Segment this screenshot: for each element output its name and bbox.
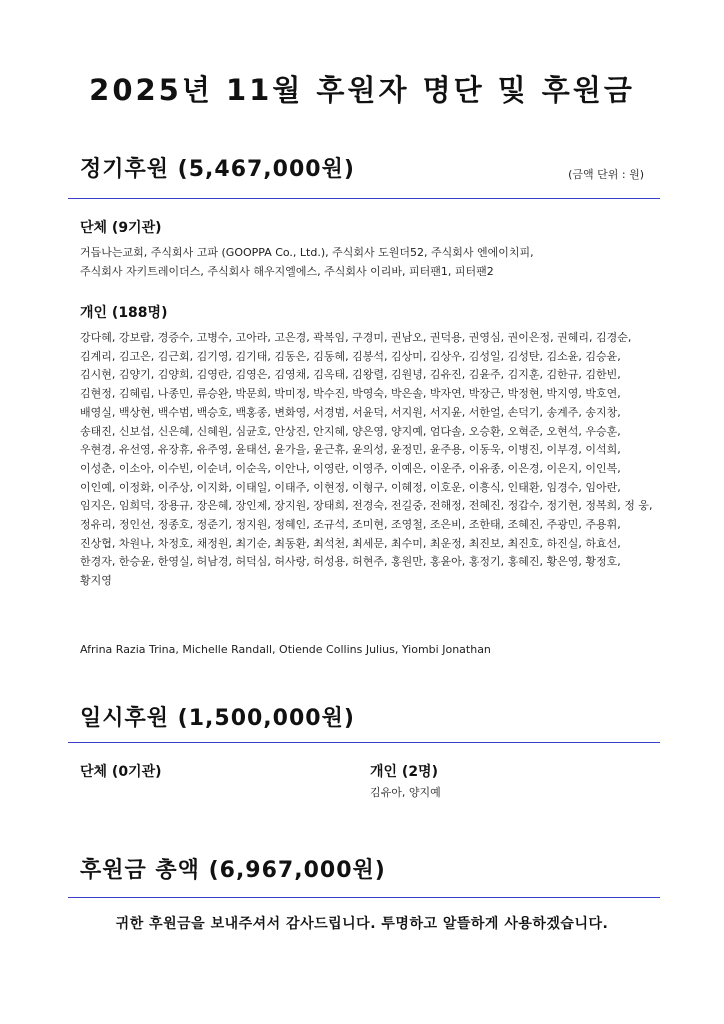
- section-divider-total: [68, 897, 660, 898]
- regular-donation-heading: 정기후원 (5,467,000원): [80, 157, 355, 182]
- closing-message: 귀한 후원금을 보내주셔서 감사드립니다. 투명하고 알뜰하게 사용하겠습니다.: [115, 916, 609, 932]
- page-title: 2025년 11월 후원자 명단 및 후원금: [89, 73, 635, 107]
- regular-indiv-foreign-list: Afrina Razia Trina, Michelle Randall, Otiende Collins Julius, Yiombi Jonathan: [80, 643, 491, 656]
- total-donation-heading: 후원금 총액 (6,967,000원): [80, 858, 386, 883]
- regular-org-heading: 단체 (9기관): [80, 220, 162, 236]
- regular-indiv-heading: 개인 (188명): [80, 305, 168, 321]
- temporary-indiv-heading: 개인 (2명): [370, 764, 438, 780]
- regular-org-list-line-1: 거듭나는교회, 주식회사 고파 (GOOPPA Co., Ltd.), 주식회사 도원더52, 주식회사 엔에이치피,: [80, 246, 534, 259]
- temporary-donation-heading: 일시후원 (1,500,000원): [80, 706, 355, 731]
- temporary-org-heading: 단체 (0기관): [80, 764, 162, 780]
- section-divider-regular: [68, 198, 660, 199]
- temporary-indiv-list: 김유아, 양지예: [370, 786, 441, 799]
- regular-org-list-line-2: 주식회사 자키트레이더스, 주식회사 해우지엘에스, 주식회사 이리바, 피터팬1, 피터팬2: [80, 265, 494, 278]
- regular-indiv-list: 강다혜, 강보람, 경증수, 고병수, 고아라, 고은경, 곽복임, 구경미, 권남오, 권덕용, 권영심, 권이은정, 권혜리, 김경순, 김계리, 김고은, 김근회, 김기영, 김기태, 김동은, 김동혜, 김봉석, 김상미, 김상우, 김성일, 김성탄, 김소윤, 김승윤, 김시현, 김양기, 김양희, 김영란, 김영은, 김영채, 김옥태, 김왕렬, 김원녕, 김유진, 김윤주, 김지훈, 김한규, 김한빈, 김현정, 김혜림, 나종민, 류승완, 박문희, 박미정, 박수진, 박영숙, 박은솔, 박자연, 박장근, 박정현, 박지영, 박호연, 배영실, 백상현, 백수범, 백승호, 백홍종, 변화영, 서경범, 서윤덕, 서지원, 서지윤, 서한얼, 손덕기, 송계주, 송지창, 송태진, 신보섭, 신은혜, 신혜원, 심균호, 안상진, 안지혜, 양은영, 양지예, 엄다솔, 오승환, 오혁준, 오현석, 우승훈, 우현경, 유선영, 유장휴, 유주영, 윤태선, 윤가을, 윤근휴, 윤의성, 윤정민, 윤주용, 이동욱, 이병진, 이부경, 이석희, 이성춘, 이소아, 이수빈, 이순녀, 이순옥, 이안나, 이영란, 이영주, 이예은, 이운주, 이유종, 이은경, 이은지, 이인복, 이인예, 이정화, 이주상, 이지화, 이태일, 이태주, 이현정, 이형구, 이혜정, 이호운, 이흥식, 인태환, 임경수, 임아란, 임지은, 임희덕, 장용규, 장은혜, 장인제, 장지원, 장태희, 전경숙, 전길중, 전해정, 전혜진, 정갑수, 정기현, 정복희, 정 웅, 정유리, 정인선, 정종호, 정준기, 정지원, 정혜인, 조규석, 조미현, 조영철, 조은비, 조한태, 조혜진, 주광민, 주용휘, 진상협, 차원나, 차정호, 채정원, 최기순, 최동환, 최석천, 최세문, 최수미, 최운정, 최진보, 최진호, 하진실, 하효선, 한경자, 한승윤, 한영실, 허남경, 허덕심, 허사랑, 허성용, 허현주, 홍원만, 홍윤아, 홍정기, 홍혜진, 황은영, 황정호, 황지영: [80, 331, 653, 588]
- unit-note: (금액 단위 : 원): [568, 168, 644, 181]
- section-divider-temporary: [68, 742, 660, 743]
